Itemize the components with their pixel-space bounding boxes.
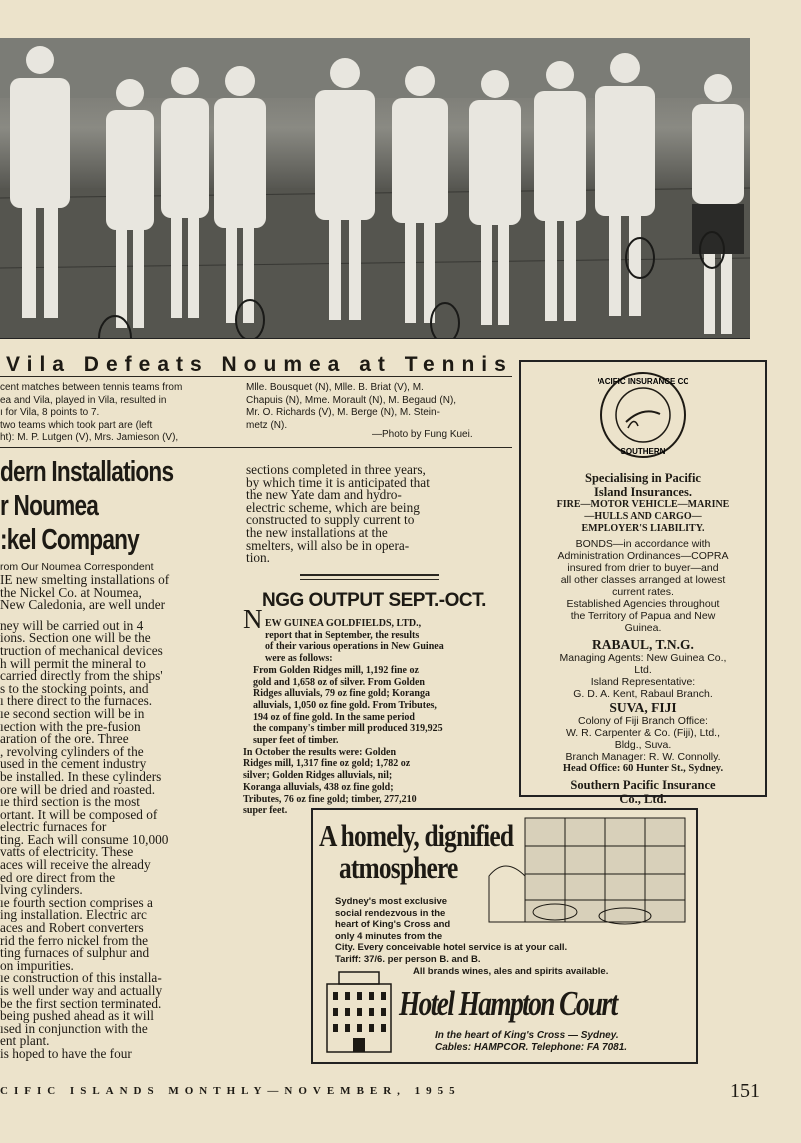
text-line: electric furnaces for xyxy=(0,819,107,835)
insurance-ad-line: Co., Ltd. xyxy=(619,792,667,806)
text-line: EW GUINEA GOLDFIELDS, LTD., xyxy=(265,618,422,629)
text-line: is hoped to have the four xyxy=(0,1045,132,1061)
hotel-brands: All brands wines, ales and spirits available. xyxy=(413,966,609,977)
ngg-headline: NGG OUTPUT SEPT.-OCT. xyxy=(262,590,486,611)
text-line: Koranga alluvials, 438 oz fine gold; xyxy=(243,781,394,793)
insurance-ad-line: G. D. A. Kent, Rabaul Branch. xyxy=(573,688,713,700)
caption-line: Chapuis (N), Mme. Morault (N), M. Begaud (N), xyxy=(246,394,457,406)
hotel-tagline-1: In the heart of King's Cross — Sydney. xyxy=(435,1030,619,1041)
insurance-ad-line: EMPLOYER'S LIABILITY. xyxy=(581,523,705,534)
byline: rom Our Noumea Correspondent xyxy=(0,561,154,573)
text-line: gold and 1,658 oz of silver. From Golden xyxy=(253,676,425,688)
text-line: truction of mechanical devices xyxy=(0,642,163,658)
rule xyxy=(300,574,439,576)
text-line: IE new smelting installations of xyxy=(0,572,170,587)
text-line: is well under way and actually xyxy=(0,983,163,998)
insurance-ad-line: Branch Manager: R. W. Connolly. xyxy=(565,751,721,763)
tennis-caption-right xyxy=(246,382,506,432)
photo-credit: —Photo by Fung Kuei. xyxy=(372,429,473,440)
insurance-ad-line: Head Office: 60 Hunter St., Sydney. xyxy=(562,763,724,774)
insurance-ad-line: Colony of Fiji Branch Office: xyxy=(578,715,708,727)
rule xyxy=(0,447,512,448)
tennis-caption-left xyxy=(0,382,230,445)
hotel-name-logotype: Hotel Hampton Court xyxy=(399,984,617,1023)
body-line: Sydney's most exclusive xyxy=(335,896,448,907)
text-line: aration of the ore. Three xyxy=(0,731,129,747)
headline-line: r Noumea xyxy=(0,490,99,522)
insurance-ad-line: Managing Agents: New Guinea Co., xyxy=(559,652,727,664)
text-line: on impurities. xyxy=(0,957,74,973)
insurance-ad-line: the Territory of Papua and New xyxy=(570,610,716,622)
insurance-seal-emblem xyxy=(598,370,688,460)
text-line: the new Yate dam and hydro- xyxy=(246,487,402,503)
text-line: by which time it is anticipated that xyxy=(246,474,430,490)
insurance-advertisement xyxy=(519,360,767,806)
text-line: aces will receive the already xyxy=(0,857,151,873)
text-line: Ridges alluvials, 79 oz fine gold; Koranga xyxy=(253,688,430,700)
text-line: constructed to supply current to xyxy=(246,512,415,528)
text-line: Ridges mill, 1,317 fine oz gold; 1,782 oz xyxy=(243,758,411,770)
text-line: being pushed ahead as it will xyxy=(0,1008,154,1024)
text-line: In October the results were: Golden xyxy=(243,746,397,758)
hotel-building-illustration xyxy=(485,816,693,944)
drop-cap: N xyxy=(243,604,263,634)
text-line: rid the ferro nickel from the xyxy=(0,932,149,948)
insurance-ad-line: Guinea. xyxy=(624,622,662,634)
text-line: ıe construction of this installa- xyxy=(0,970,162,986)
text-line: carried directly from the ships' xyxy=(0,668,163,684)
insurance-ad-line: Ltd. xyxy=(634,664,652,676)
nickel-headline xyxy=(0,455,240,557)
text-line: ıe second section will be in xyxy=(0,705,145,721)
insurance-ad-line: BONDS—in accordance with xyxy=(575,538,711,550)
text-line: ting. Each will consume 10,000 xyxy=(0,831,169,847)
caption-line: ea and Vila, played in Vila, resulted in xyxy=(0,394,167,406)
hotel-service-line: City. Every conceivable hotel service is at your call. xyxy=(335,942,568,953)
text-line: ting furnaces of sulphur and xyxy=(0,945,150,961)
caption-line: cent matches between tennis teams from xyxy=(0,382,183,393)
text-line: be installed. In these cylinders xyxy=(0,768,162,784)
insurance-ad-line: current rates. xyxy=(612,586,674,598)
hotel-logo-building xyxy=(323,970,395,1054)
rule xyxy=(0,376,512,377)
headline-line: :kel Company xyxy=(0,524,139,556)
text-line: alluvials, 1,050 oz fine gold. From Tributes, xyxy=(253,699,437,711)
insurance-ad-line: Island Insurances. xyxy=(594,485,692,499)
text-line: tion. xyxy=(246,550,271,566)
text-line: sections completed in three years, xyxy=(246,462,426,477)
hotel-headline-1: A homely, dignified xyxy=(319,818,514,853)
seal-text-top: PACIFIC INSURANCE CO. xyxy=(598,377,688,386)
text-line: ıe fourth section comprises a xyxy=(0,894,153,910)
text-line: electric scheme, which are being xyxy=(246,499,420,515)
caption-line: Mlle. Bousquet (N), Mlle. B. Briat (V), M. xyxy=(246,382,424,393)
body-line: heart of King's Cross and xyxy=(335,919,451,931)
text-line: New Caledonia, are well under xyxy=(0,597,166,613)
text-line: , revolving cylinders of the xyxy=(0,743,144,759)
insurance-ad-line: —HULLS AND CARGO— xyxy=(584,511,702,522)
text-line: 194 oz of fine gold. In the same period xyxy=(253,711,415,723)
insurance-ad-line: FIRE—MOTOR VEHICLE—MARINE xyxy=(556,499,730,510)
text-line: ıection with the pre-fusion xyxy=(0,718,141,734)
text-line: ney will be carried out in 4 xyxy=(0,617,144,633)
text-line: super feet. xyxy=(243,805,288,817)
tennis-team-photo xyxy=(0,38,750,339)
insurance-ad-line: insured from drier to buyer—and xyxy=(567,562,719,574)
text-line: the company's timber mill produced 319,925 xyxy=(253,723,443,735)
text-line: ısed in conjunction with the xyxy=(0,1020,148,1036)
text-line: the new installations at the xyxy=(246,524,388,540)
insurance-ad-line: SUVA, FIJI xyxy=(609,700,677,715)
insurance-ad-line: Established Agencies throughout xyxy=(566,598,720,610)
insurance-ad-line: Administration Ordinances—COPRA xyxy=(557,550,729,562)
nickel-article-body xyxy=(0,574,222,1061)
hotel-headline-2: atmosphere xyxy=(339,850,458,885)
text-line: be the first section terminated. xyxy=(0,995,162,1011)
text-line: ortant. It will be composed of xyxy=(0,806,158,822)
headline-line: dern Installations xyxy=(0,456,174,488)
text-line: ıe third section is the most xyxy=(0,794,140,810)
seal-text-bottom: SOUTHERN xyxy=(620,447,666,456)
hotel-body-text xyxy=(335,896,480,942)
text-line: lving cylinders. xyxy=(0,882,83,898)
text-line: From Golden Ridges mill, 1,192 fine oz xyxy=(253,664,419,676)
text-line: vatts of electricity. These xyxy=(0,844,134,860)
tennis-article-title: Vila Defeats Noumea at Tennis xyxy=(6,353,513,376)
text-line: super feet of timber. xyxy=(253,735,339,747)
page-number: 151 xyxy=(730,1080,760,1102)
text-line: smelters, will also be in opera- xyxy=(246,537,410,553)
insurance-ad-line: Southern Pacific Insurance xyxy=(570,778,716,792)
text-line: ions. Section one will be the xyxy=(0,630,151,646)
rule xyxy=(300,579,439,580)
ngg-article-body xyxy=(243,604,496,817)
insurance-ad-line: Island Representative: xyxy=(590,676,696,688)
caption-line: ht): M. P. Lutgen (V), Mrs. Jamieson (V), xyxy=(0,432,179,443)
insurance-ad-line: all other classes arranged at lowest xyxy=(560,574,726,586)
text-line: h will permit the mineral to xyxy=(0,655,146,671)
text-line: ed ore direct from the xyxy=(0,869,116,885)
body-line: only 4 minutes from the xyxy=(335,930,443,942)
hotel-tariff: Tariff: 37/6. per person B. and B. xyxy=(335,954,481,965)
text-line: of their various operations in New Guinea xyxy=(265,641,444,653)
caption-line: ı for Vila, 8 points to 7. xyxy=(0,407,100,418)
text-line: silver; Golden Ridges alluvials, nil; xyxy=(243,770,393,782)
text-line: the Nickel Co. at Noumea, xyxy=(0,584,142,600)
text-line: used in the cement industry xyxy=(0,756,147,772)
body-line: social rendezvous in the xyxy=(335,907,446,919)
text-line: ing installation. Electric arc xyxy=(0,907,147,923)
text-line: report that in September, the results xyxy=(265,629,420,641)
text-line: ent plant. xyxy=(0,1033,50,1049)
text-line: ore will be dried and roasted. xyxy=(0,781,156,797)
caption-line: two teams which took part are (left xyxy=(0,419,153,431)
text-line: Tributes, 76 oz fine gold; timber, 277,210 xyxy=(243,793,417,805)
nickel-article-continued xyxy=(246,464,497,565)
hotel-hampton-court-advertisement xyxy=(311,808,698,1064)
insurance-ad-line: Specialising in Pacific xyxy=(585,471,701,485)
text-line: were as follows: xyxy=(265,653,333,665)
caption-line: Mr. O. Richards (V), M. Berge (N), M. Stein- xyxy=(246,407,440,418)
insurance-ad-line: RABAUL, T.N.G. xyxy=(592,637,694,652)
text-line: ı there direct to the furnaces. xyxy=(0,693,153,709)
insurance-ad-line: W. R. Carpenter & Co. (Fiji), Ltd., xyxy=(565,727,721,739)
text-line: s to the stocking points, and xyxy=(0,680,149,696)
insurance-ad-line: Bldg., Suva. xyxy=(614,739,672,751)
footer-publication-line: CIFIC ISLANDS MONTHLY—NOVEMBER, 1955 xyxy=(0,1085,461,1097)
text-line: aces and Robert converters xyxy=(0,920,144,936)
photo-illustration xyxy=(0,38,750,338)
hotel-tagline-2: Cables: HAMPCOR. Telephone: FA 7081. xyxy=(435,1042,628,1053)
caption-line: metz (N). xyxy=(246,419,288,431)
